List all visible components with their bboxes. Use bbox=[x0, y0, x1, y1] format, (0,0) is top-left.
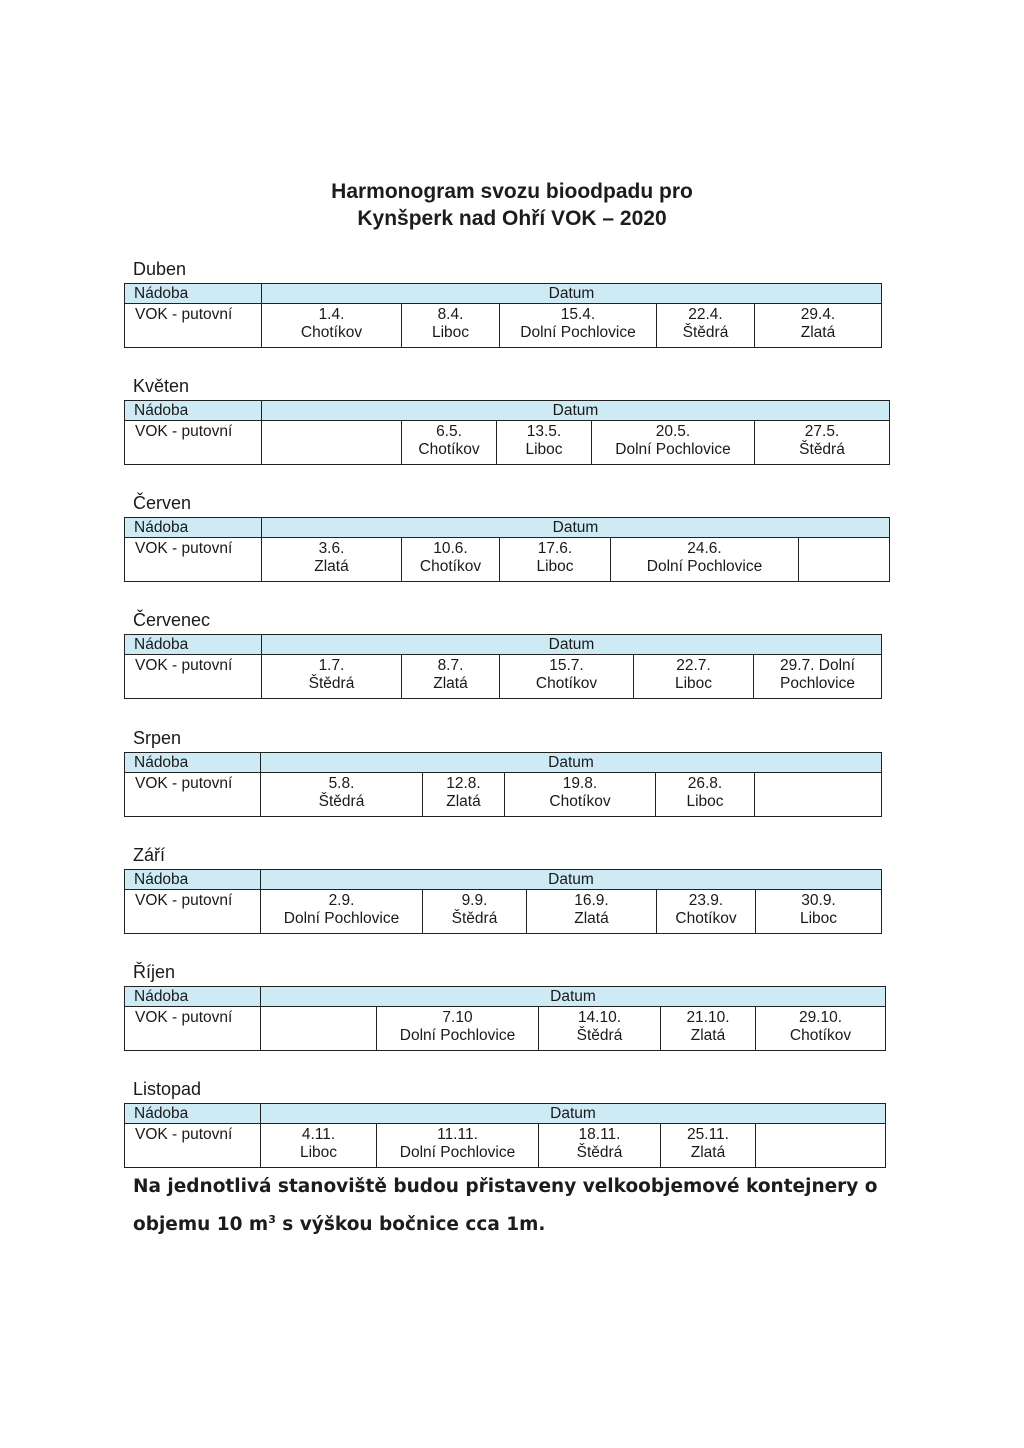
collection-date: 20.5. bbox=[655, 423, 691, 440]
collection-place: Liboc bbox=[674, 675, 713, 692]
collection-date: 11.11. bbox=[437, 1126, 478, 1143]
header-datum: Datum bbox=[262, 401, 890, 421]
header-datum: Datum bbox=[261, 987, 886, 1007]
collection-cell bbox=[661, 1007, 756, 1051]
collection-cell bbox=[423, 773, 505, 817]
collection-date: 17.6. bbox=[537, 540, 573, 557]
collection-date: 14.10. bbox=[577, 1009, 622, 1026]
collection-date: 15.7. bbox=[549, 657, 584, 674]
schedule-table bbox=[124, 634, 882, 699]
container-type-label: VOK - putovní bbox=[125, 304, 262, 348]
collection-date: 24.6. bbox=[687, 540, 722, 557]
collection-place: Štědrá bbox=[576, 1144, 623, 1161]
collection-place: Dolní Pochlovice bbox=[399, 1027, 516, 1044]
table-header-row bbox=[125, 753, 882, 773]
collection-cell bbox=[754, 655, 882, 699]
footer-superscript: 3 bbox=[268, 1213, 276, 1226]
collection-date: 1.4. bbox=[318, 306, 345, 323]
collection-cell bbox=[500, 304, 657, 348]
footer-text-main: Na jednotlivá stanoviště budou přistaveny velkoobjemové kontejnery o objemu 10 m bbox=[133, 1176, 878, 1236]
collection-place: Liboc bbox=[799, 910, 838, 927]
collection-date: 29.10. bbox=[798, 1009, 843, 1026]
collection-cell bbox=[262, 538, 402, 582]
schedule-table bbox=[124, 283, 882, 348]
collection-place: Dolní Pochlovice bbox=[520, 324, 636, 341]
collection-place: Dolní Pochlovice bbox=[283, 910, 400, 927]
collection-cell bbox=[756, 890, 882, 934]
collection-place: Chotíkov bbox=[549, 793, 611, 810]
schedule-table bbox=[124, 517, 890, 582]
collection-date: 16.9. bbox=[574, 892, 609, 909]
header-nadoba: Nádoba bbox=[125, 284, 262, 304]
collection-place: Štědrá bbox=[799, 441, 845, 458]
table-row bbox=[125, 890, 882, 934]
table-row bbox=[125, 1124, 886, 1168]
collection-place: Chotíkov bbox=[419, 558, 482, 575]
collection-cell bbox=[402, 421, 497, 465]
header-nadoba: Nádoba bbox=[125, 401, 262, 421]
collection-cell bbox=[755, 304, 882, 348]
collection-cell bbox=[261, 773, 423, 817]
table-header-row bbox=[125, 635, 882, 655]
collection-cell bbox=[657, 304, 755, 348]
collection-cell bbox=[500, 538, 611, 582]
collection-place: Liboc bbox=[536, 558, 574, 575]
collection-cell bbox=[755, 421, 890, 465]
collection-date: 9.9. bbox=[461, 892, 488, 909]
collection-cell bbox=[262, 304, 402, 348]
collection-place: Štědrá bbox=[318, 793, 365, 810]
header-nadoba: Nádoba bbox=[125, 1104, 261, 1124]
collection-date: 23.9. bbox=[688, 892, 724, 909]
header-nadoba: Nádoba bbox=[125, 635, 262, 655]
collection-place: Štědrá bbox=[308, 675, 355, 692]
table-row bbox=[125, 421, 890, 465]
collection-place: Liboc bbox=[299, 1144, 338, 1161]
container-type-label: VOK - putovní bbox=[125, 890, 261, 934]
container-type-label: VOK - putovní bbox=[125, 538, 262, 582]
table-header-row bbox=[125, 401, 890, 421]
collection-date: 22.7. bbox=[676, 657, 711, 674]
collection-place: Pochlovice bbox=[780, 675, 855, 692]
collection-date: 18.11. bbox=[578, 1126, 621, 1143]
collection-cell bbox=[611, 538, 799, 582]
collection-date: 8.4. bbox=[437, 306, 464, 323]
header-datum: Datum bbox=[261, 753, 882, 773]
collection-date: 15.4. bbox=[560, 306, 596, 323]
collection-cell bbox=[261, 1007, 377, 1051]
title-line-1: Harmonogram svozu bioodpadu pro bbox=[331, 180, 693, 203]
month-label: Září bbox=[133, 845, 166, 865]
collection-place: Chotíkov bbox=[535, 675, 598, 692]
collection-cell bbox=[402, 538, 500, 582]
collection-date: 22.4. bbox=[688, 306, 723, 323]
collection-cell bbox=[262, 655, 402, 699]
collection-place: Liboc bbox=[525, 441, 563, 458]
collection-place: Zlatá bbox=[690, 1144, 726, 1161]
collection-place: Chotíkov bbox=[789, 1027, 852, 1044]
collection-cell bbox=[539, 1007, 661, 1051]
table-row bbox=[125, 304, 882, 348]
table-row bbox=[125, 655, 882, 699]
collection-date: 25.11. bbox=[687, 1126, 729, 1143]
collection-date: 21.10. bbox=[686, 1009, 730, 1026]
table-header-row bbox=[125, 987, 886, 1007]
table-row bbox=[125, 1007, 886, 1051]
collection-date: 30.9. bbox=[801, 892, 836, 909]
collection-cell bbox=[377, 1124, 539, 1168]
header-datum: Datum bbox=[261, 1104, 886, 1124]
collection-cell bbox=[634, 655, 754, 699]
collection-date: 19.8. bbox=[562, 775, 598, 792]
container-type-label: VOK - putovní bbox=[125, 1007, 261, 1051]
table-header-row bbox=[125, 284, 882, 304]
month-label: Listopad bbox=[133, 1079, 202, 1099]
collection-place: Zlatá bbox=[433, 675, 468, 692]
collection-cell bbox=[262, 421, 402, 465]
header-datum: Datum bbox=[262, 284, 882, 304]
schedule-table bbox=[124, 752, 882, 817]
collection-place: Zlatá bbox=[690, 1027, 726, 1044]
collection-date: 29.7. Dolní bbox=[780, 657, 855, 674]
collection-place: Liboc bbox=[686, 793, 724, 810]
schedule-table bbox=[124, 1103, 886, 1168]
month-label: Říjen bbox=[133, 962, 176, 982]
collection-place: Zlatá bbox=[574, 910, 609, 927]
container-type-label: VOK - putovní bbox=[125, 773, 261, 817]
month-label: Červenec bbox=[133, 610, 211, 630]
collection-cell bbox=[539, 1124, 661, 1168]
collection-date: 26.8. bbox=[687, 775, 723, 792]
schedule-table bbox=[124, 869, 882, 934]
collection-date: 13.5. bbox=[526, 423, 562, 440]
collection-place: Štědrá bbox=[682, 324, 729, 341]
collection-cell bbox=[661, 1124, 756, 1168]
table-header-row bbox=[125, 1104, 886, 1124]
collection-date: 29.4. bbox=[800, 306, 836, 323]
table-row bbox=[125, 538, 890, 582]
collection-cell bbox=[402, 304, 500, 348]
collection-cell bbox=[261, 1124, 377, 1168]
collection-place: Chotíkov bbox=[300, 324, 363, 341]
collection-cell bbox=[756, 1007, 886, 1051]
header-nadoba: Nádoba bbox=[125, 518, 262, 538]
collection-place: Chotíkov bbox=[418, 441, 480, 458]
collection-cell bbox=[261, 890, 423, 934]
collection-place: Štědrá bbox=[576, 1027, 623, 1044]
header-nadoba: Nádoba bbox=[125, 870, 261, 890]
container-type-label: VOK - putovní bbox=[125, 1124, 261, 1168]
collection-place: Liboc bbox=[431, 324, 470, 341]
collection-place: Dolní Pochlovice bbox=[615, 441, 731, 458]
header-nadoba: Nádoba bbox=[125, 987, 261, 1007]
collection-date: 2.9. bbox=[328, 892, 355, 909]
collection-place: Dolní Pochlovice bbox=[399, 1144, 516, 1161]
collection-cell bbox=[656, 773, 755, 817]
schedule-table bbox=[124, 400, 890, 465]
collection-date: 8.7. bbox=[437, 657, 464, 674]
collection-cell bbox=[497, 421, 592, 465]
header-datum: Datum bbox=[262, 635, 882, 655]
collection-date: 3.6. bbox=[318, 540, 345, 557]
collection-cell bbox=[527, 890, 657, 934]
collection-date: 4.11. bbox=[301, 1126, 336, 1143]
collection-date: 7.10 bbox=[442, 1009, 473, 1026]
collection-date: 10.6. bbox=[433, 540, 468, 557]
collection-cell bbox=[799, 538, 890, 582]
collection-cell bbox=[423, 890, 527, 934]
collection-cell bbox=[592, 421, 755, 465]
document-title bbox=[0, 178, 1024, 232]
footer-text-end: s výškou bočnice cca 1m. bbox=[275, 1214, 546, 1236]
collection-date: 27.5. bbox=[804, 423, 840, 440]
collection-cell bbox=[505, 773, 656, 817]
collection-cell bbox=[402, 655, 500, 699]
collection-date: 5.8. bbox=[328, 775, 355, 792]
collection-place: Dolní Pochlovice bbox=[646, 558, 763, 575]
footer-note bbox=[133, 1170, 893, 1241]
schedule-table bbox=[124, 986, 886, 1051]
container-type-label: VOK - putovní bbox=[125, 655, 262, 699]
header-datum: Datum bbox=[262, 518, 890, 538]
header-nadoba: Nádoba bbox=[125, 753, 261, 773]
collection-place: Zlatá bbox=[800, 324, 836, 341]
collection-place: Zlatá bbox=[446, 793, 481, 810]
collection-cell bbox=[755, 773, 882, 817]
collection-cell bbox=[756, 1124, 886, 1168]
collection-date: 6.5. bbox=[436, 423, 462, 440]
collection-place: Zlatá bbox=[314, 558, 349, 575]
header-datum: Datum bbox=[261, 870, 882, 890]
collection-cell bbox=[657, 890, 756, 934]
month-label: Srpen bbox=[133, 728, 182, 748]
month-label: Květen bbox=[133, 376, 190, 396]
collection-date: 12.8. bbox=[446, 775, 481, 792]
month-label: Duben bbox=[133, 259, 187, 279]
container-type-label: VOK - putovní bbox=[125, 421, 262, 465]
collection-place: Štědrá bbox=[451, 910, 498, 927]
month-label: Červen bbox=[133, 493, 192, 513]
table-header-row bbox=[125, 518, 890, 538]
table-header-row bbox=[125, 870, 882, 890]
title-line-2: Kynšperk nad Ohří VOK – 2020 bbox=[357, 207, 667, 230]
collection-cell bbox=[377, 1007, 539, 1051]
collection-cell bbox=[500, 655, 634, 699]
collection-place: Chotíkov bbox=[675, 910, 737, 927]
table-row bbox=[125, 773, 882, 817]
collection-date: 1.7. bbox=[318, 657, 345, 674]
